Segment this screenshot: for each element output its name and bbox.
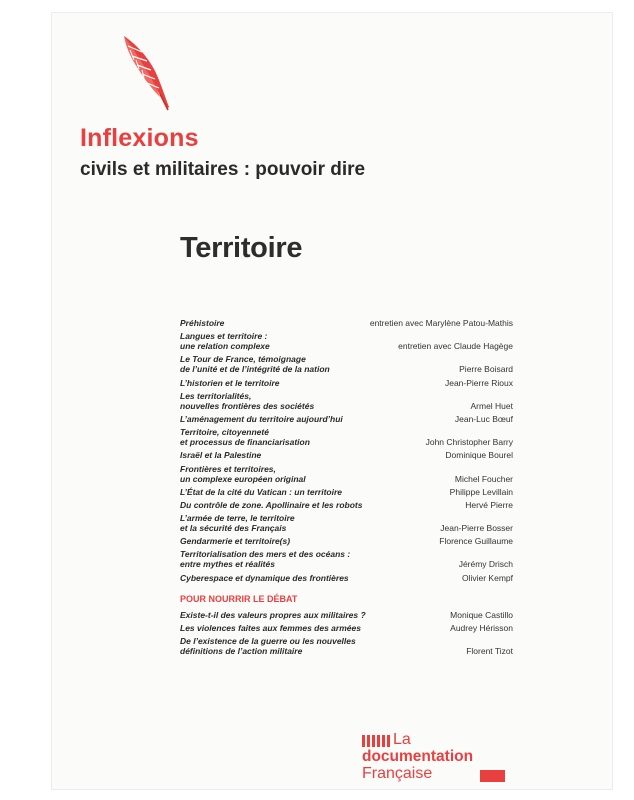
debate-entry bbox=[180, 610, 513, 620]
toc-entry-title: Préhistoire bbox=[180, 318, 225, 328]
toc-entry-title: L’aménagement du territoire aujourd’hui bbox=[180, 413, 343, 424]
toc-entry bbox=[180, 500, 513, 510]
toc-entry-title: Du contrôle de zone. Apollinaire et les robots bbox=[180, 499, 363, 510]
toc-entry-author: John Christopher Barry bbox=[425, 437, 513, 448]
toc-entry-author: Michel Foucher bbox=[454, 473, 513, 484]
toc-entry-author: entretien avec Claude Hagège bbox=[398, 341, 513, 352]
publisher-name-line2: documentation bbox=[362, 748, 474, 765]
toc-entry-title: Israël et la Palestine bbox=[180, 450, 262, 461]
publisher-bar-icon bbox=[480, 770, 505, 782]
journal-title: Inflexions bbox=[80, 124, 199, 152]
toc-entry bbox=[180, 450, 513, 460]
publisher-stripes-icon bbox=[362, 735, 390, 747]
quill-feather-icon bbox=[120, 34, 172, 119]
debate-entry-author: Monique Castillo bbox=[450, 609, 513, 620]
toc-entry bbox=[180, 464, 513, 484]
toc-entry-title: Gendarmerie et territoire(s) bbox=[180, 536, 291, 547]
toc-entry-author: Olivier Kempf bbox=[461, 572, 513, 583]
toc-entry-title: Frontières et territoires, un complexe européen original bbox=[180, 463, 306, 484]
toc-entry bbox=[180, 487, 513, 497]
toc-entry-title: Les territorialités, nouvelles frontières des sociétés bbox=[180, 390, 315, 411]
toc-entry bbox=[180, 331, 513, 351]
toc-entry-author: Florence Guillaume bbox=[439, 536, 513, 547]
debate-entry bbox=[180, 636, 513, 656]
debate-entry bbox=[180, 623, 513, 633]
toc-entry bbox=[180, 549, 513, 569]
toc-entry-author: Armel Huet bbox=[470, 400, 513, 411]
toc-entry-author: Dominique Bourel bbox=[445, 450, 513, 461]
debate-entry-title: Les violences faites aux femmes des armées bbox=[180, 622, 361, 633]
debate-section-heading: POUR NOURRIR LE DÉBAT bbox=[180, 593, 298, 604]
toc-entry-title: L’historien et le territoire bbox=[180, 377, 280, 388]
toc-entry-title: Cyberespace et dynamique des frontières bbox=[180, 572, 349, 583]
toc-entry-author: Jean-Luc Bœuf bbox=[454, 413, 513, 424]
toc-entry-title: Territorialisation des mers et des océans : entre mythes et réalités bbox=[180, 549, 351, 570]
journal-subtitle: civils et militaires : pouvoir dire bbox=[80, 159, 366, 180]
toc-entry-author: Jérémy Drisch bbox=[458, 559, 513, 570]
toc-entry-author: Hervé Pierre bbox=[465, 499, 513, 510]
toc-entry bbox=[180, 414, 513, 424]
toc-entry-author: entretien avec Marylène Patou-Mathis bbox=[369, 318, 513, 328]
toc-entry-author: Pierre Boisard bbox=[459, 364, 513, 375]
table-of-contents bbox=[180, 318, 513, 659]
toc-entry bbox=[180, 427, 513, 447]
toc-entry bbox=[180, 513, 513, 533]
toc-entry bbox=[180, 391, 513, 411]
toc-entry bbox=[180, 354, 513, 374]
toc-entry bbox=[180, 573, 513, 583]
toc-entry-author: Jean-Pierre Rioux bbox=[444, 377, 513, 388]
publisher-name-line3: Française bbox=[362, 765, 433, 782]
toc-entry-title: L’armée de terre, le territoire et la sécurité des Français bbox=[180, 513, 295, 534]
toc-entry bbox=[180, 318, 513, 328]
toc-entry bbox=[180, 378, 513, 388]
toc-entry-title: Territoire, citoyenneté et processus de financiarisation bbox=[180, 427, 310, 448]
toc-entry bbox=[180, 536, 513, 546]
publisher-name-line1: La bbox=[393, 731, 411, 748]
toc-entry-title: L’État de la cité du Vatican : un territoire bbox=[180, 486, 343, 497]
toc-entry-author: Philippe Levillain bbox=[449, 486, 513, 497]
debate-entry-author: Audrey Hérisson bbox=[450, 622, 513, 633]
debate-entry-title: Existe-t-il des valeurs propres aux militaires ? bbox=[180, 609, 366, 620]
toc-entry-title: Langues et territoire : une relation complexe bbox=[180, 331, 270, 352]
toc-entry-title: Le Tour de France, témoignage de l’unité et de l’intégrité de la nation bbox=[180, 354, 330, 375]
debate-entry-title: De l’existence de la guerre ou les nouvelles définitions de l’action militaire bbox=[180, 636, 356, 656]
toc-entry-author: Jean-Pierre Bosser bbox=[440, 523, 513, 534]
debate-entry-author: Florent Tizot bbox=[466, 646, 513, 656]
issue-title: Territoire bbox=[180, 232, 303, 264]
